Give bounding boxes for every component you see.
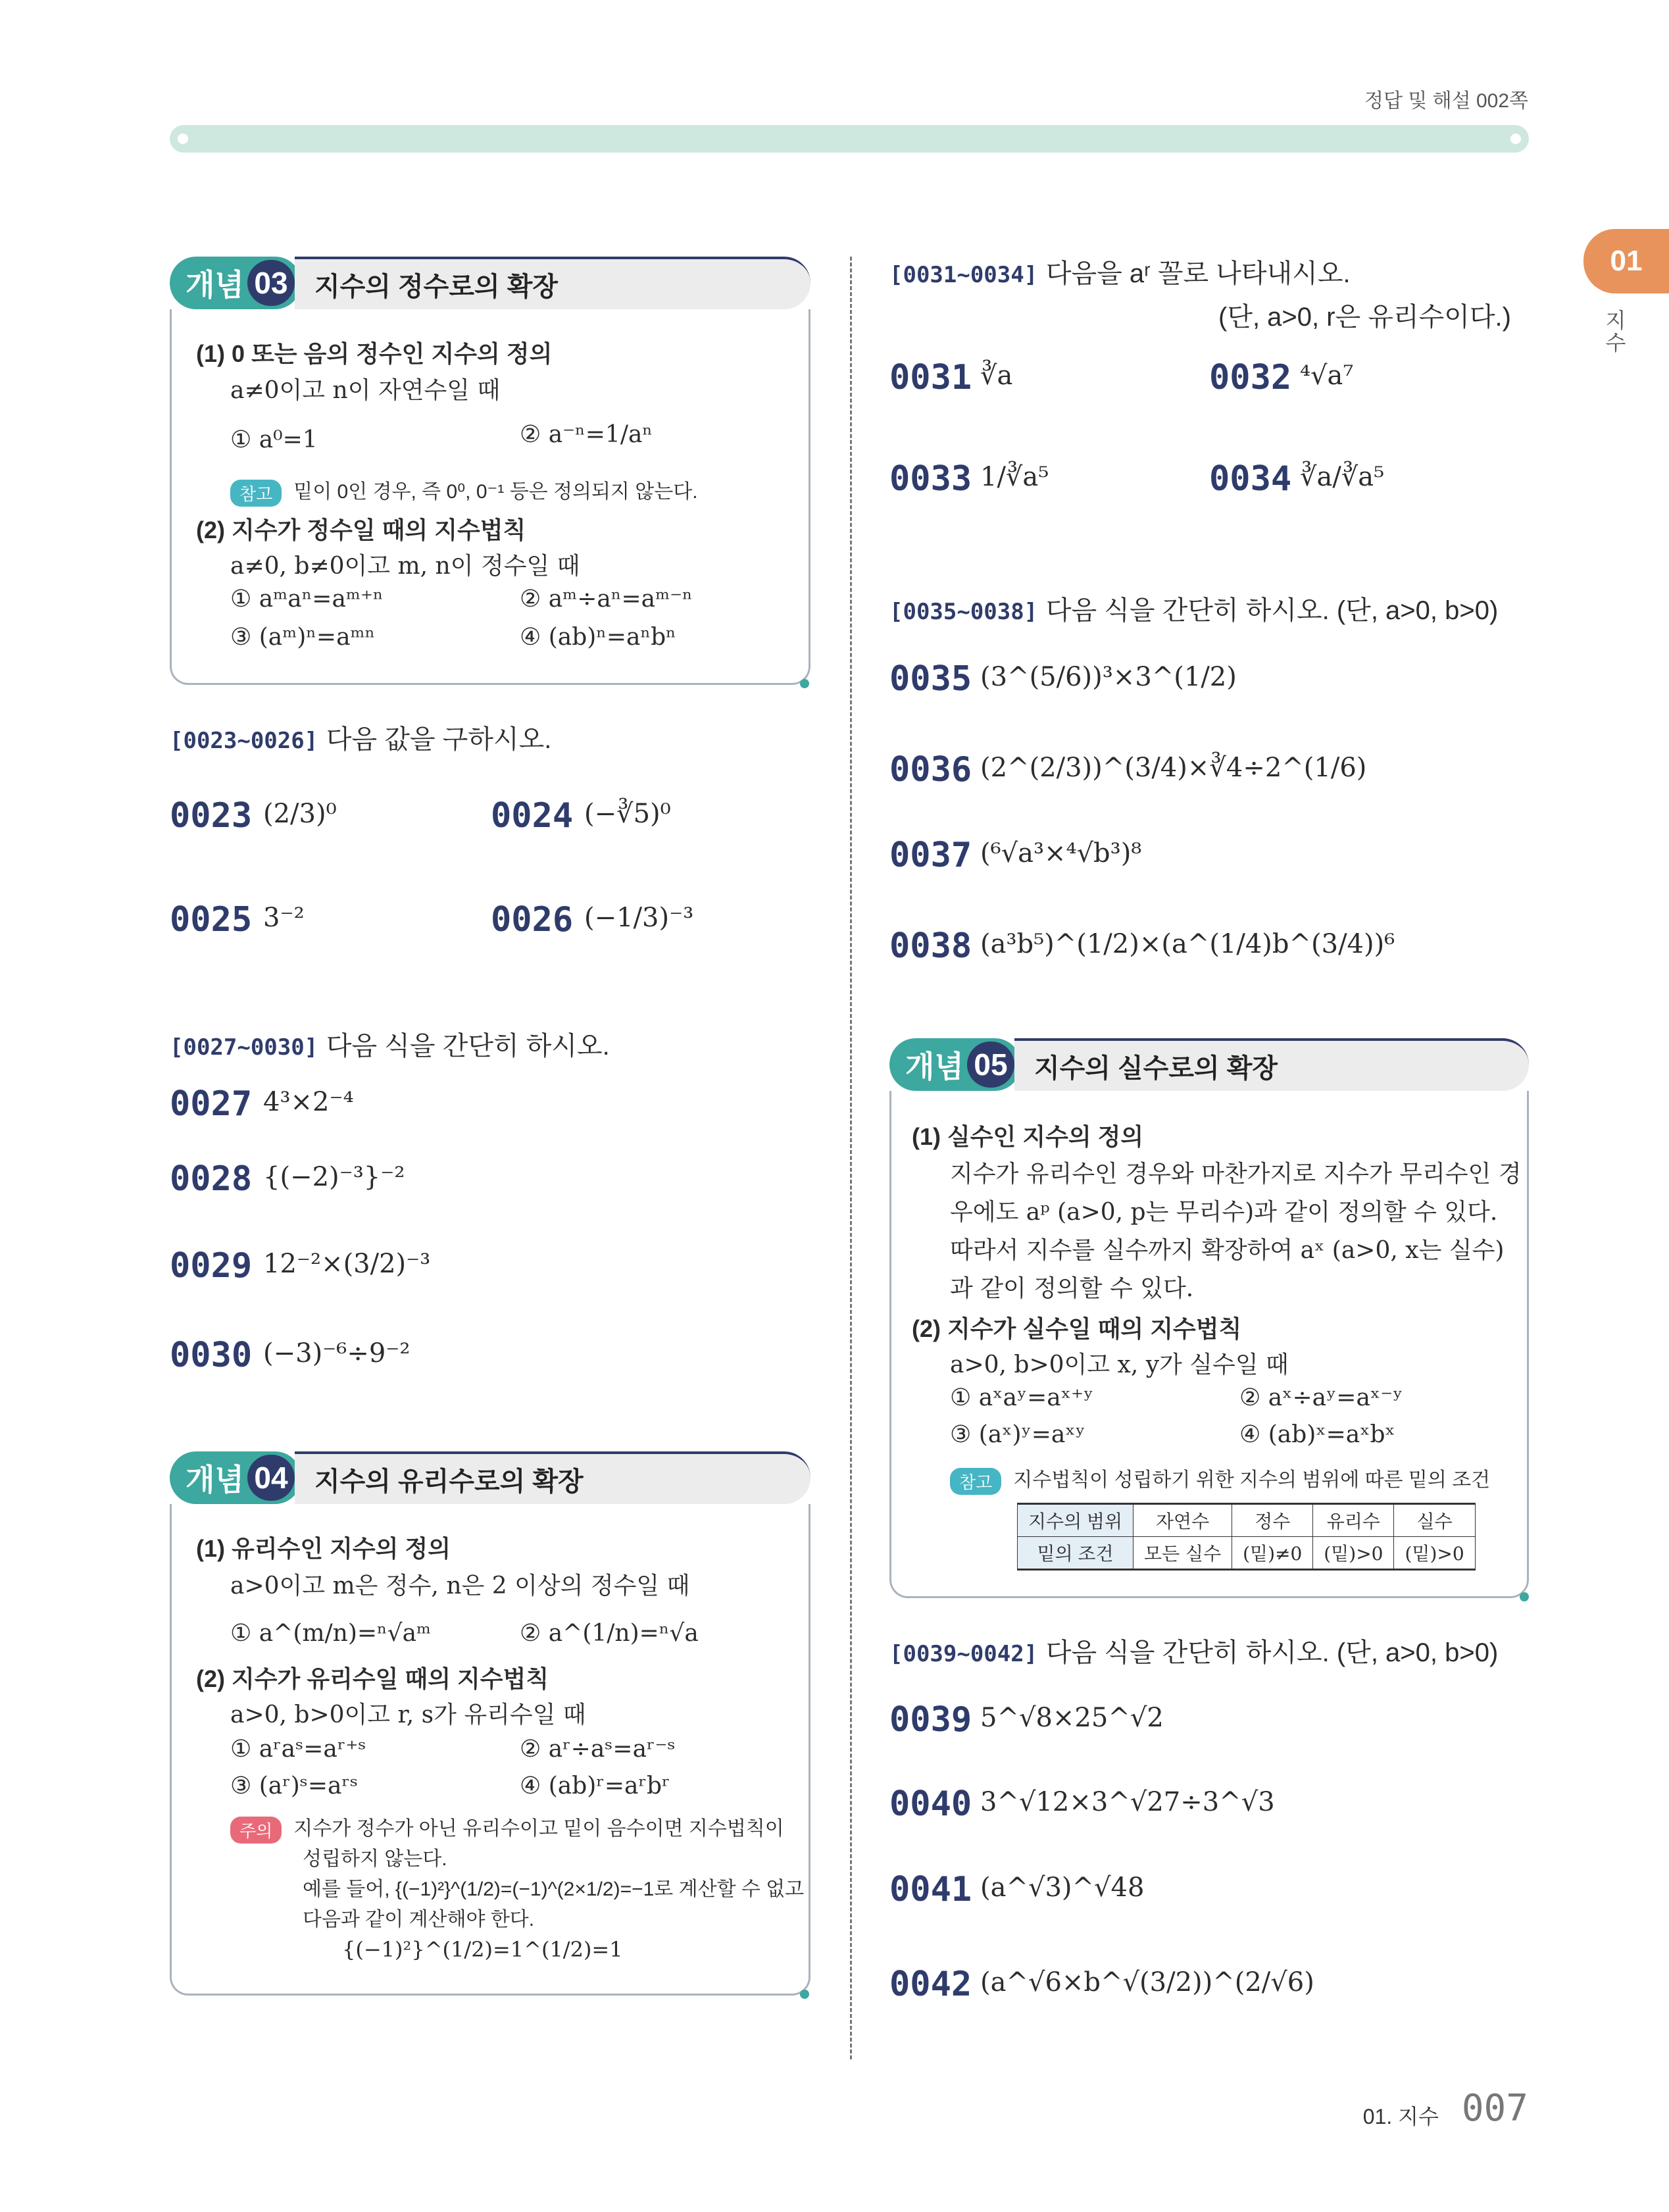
concept05-text: 따라서 지수를 실수까지 확장하여 aˣ (a>0, x는 실수) [950, 1237, 1505, 1264]
concept04-rule: ③ (aʳ)ˢ=aʳˢ [230, 1772, 359, 1799]
table-cell: 자연수 [1133, 1504, 1232, 1537]
concept04-rule: ① a^(m/n)=ⁿ√aᵐ [230, 1620, 432, 1647]
problem-number[interactable]: 0040 [889, 1784, 972, 1824]
concept-title: 지수의 실수로의 확장 [1014, 1038, 1529, 1091]
concept05-heading-1: (1) 실수인 지수의 정의 [912, 1123, 1144, 1150]
note-text: 지수법칙이 성립하기 위한 지수의 범위에 따른 밑의 조건 [1013, 1469, 1491, 1491]
note-text: 밑이 0인 경우, 즉 0⁰, 0⁻¹ 등은 정의되지 않는다. [293, 481, 698, 503]
problem-expression: {(−2)⁻³}⁻² [263, 1162, 405, 1192]
problem-expression: ∛a/∛a⁵ [1300, 462, 1385, 492]
concept04-rule: ② a^(1/n)=ⁿ√a [520, 1620, 699, 1647]
concept04-warning: 다음과 같이 계산해야 한다. [303, 1909, 535, 1930]
problem-expression: (3^(5/6))³×3^(1/2) [980, 662, 1237, 692]
concept-number: 05 [967, 1042, 1014, 1088]
table-cell: (밑)>0 [1394, 1537, 1475, 1570]
problem-expression: (−3)⁻⁶÷9⁻² [263, 1338, 411, 1369]
concept04-rule: ② aʳ÷aˢ=aʳ⁻ˢ [520, 1736, 676, 1763]
concept03-rule: ④ (ab)ⁿ=aⁿbⁿ [520, 624, 676, 651]
concept05-header [889, 1038, 1529, 1091]
concept05-rule: ① aˣaʸ=aˣ⁺ʸ [950, 1384, 1094, 1411]
concept03-condition-2: a≠0, b≠0이고 m, n이 정수일 때 [230, 553, 580, 580]
problem-number[interactable]: 0033 [889, 459, 972, 499]
problem-number[interactable]: 0026 [491, 900, 574, 940]
concept04-header [170, 1451, 810, 1504]
range-instruction: 다음 식을 간단히 하시오. [326, 1032, 610, 1061]
range-code: [0031~0034] [889, 262, 1038, 288]
concept04-warning: 성립하지 않는다. [303, 1848, 447, 1870]
table-cell: (밑)>0 [1313, 1537, 1394, 1570]
concept-label: 개념 [170, 257, 301, 309]
concept05-note [950, 1463, 1490, 1495]
concept04-heading-2: (2) 지수가 유리수일 때의 지수법칙 [196, 1665, 549, 1692]
problem-expression: 5^√8×25^√2 [980, 1703, 1164, 1733]
concept03-note [230, 475, 698, 507]
problem-range-header [170, 718, 551, 756]
problem-expression: (⁶√a³×⁴√b³)⁸ [980, 838, 1142, 868]
problem-expression: 4³×2⁻⁴ [263, 1087, 354, 1117]
chapter-side-title: 지 수 [1605, 309, 1626, 355]
problem-number[interactable]: 0037 [889, 836, 972, 875]
concept04-condition-1: a>0이고 m은 정수, n은 2 이상의 정수일 때 [230, 1572, 690, 1599]
concept-label: 개념 [889, 1038, 1021, 1091]
problem-number[interactable]: 0028 [170, 1159, 253, 1199]
problem-number[interactable]: 0025 [170, 900, 253, 940]
problem-number[interactable]: 0036 [889, 750, 972, 790]
concept05-rule: ② aˣ÷aʸ=aˣ⁻ʸ [1239, 1384, 1403, 1411]
range-instruction: 다음 식을 간단히 하시오. (단, a>0, b>0) [1045, 1638, 1499, 1667]
problem-number[interactable]: 0042 [889, 1965, 972, 2004]
problem-expression: ∛a [980, 361, 1013, 391]
base-condition-table [1017, 1503, 1476, 1571]
chapter-tab[interactable]: 01 [1583, 229, 1669, 293]
concept04-example: {(−1)²}^(1/2)=1^(1/2)=1 [342, 1937, 623, 1962]
page-number: 007 [1461, 2087, 1528, 2130]
problem-expression: (2/3)⁰ [263, 799, 337, 829]
table-cell: 지수의 범위 [1018, 1504, 1133, 1537]
concept03-rule: ① a⁰=1 [230, 426, 318, 453]
problem-expression: (−∛5)⁰ [584, 799, 671, 829]
concept-number: 04 [247, 1455, 295, 1501]
problem-expression: (a^√3)^√48 [980, 1873, 1145, 1903]
concept-title: 지수의 유리수로의 확장 [295, 1451, 810, 1504]
concept-title: 지수의 정수로의 확장 [295, 257, 810, 309]
range-code: [0039~0042] [889, 1641, 1038, 1667]
problem-number[interactable]: 0031 [889, 358, 972, 397]
range-code: [0035~0038] [889, 599, 1038, 625]
table-header-row [1018, 1504, 1476, 1537]
top-decor-bar [170, 125, 1529, 153]
problem-number[interactable]: 0030 [170, 1336, 253, 1375]
box-corner-dot [1520, 1592, 1529, 1601]
problem-expression: (a³b⁵)^(1/2)×(a^(1/4)b^(3/4))⁶ [980, 929, 1395, 959]
problem-range-header [889, 590, 1498, 627]
problem-number[interactable]: 0041 [889, 1870, 972, 1909]
concept05-text: 지수가 유리수인 경우와 마찬가지로 지수가 무리수인 경 [950, 1161, 1522, 1188]
range-code: [0027~0030] [170, 1034, 318, 1061]
concept05-text: 과 같이 정의할 수 있다. [950, 1275, 1194, 1302]
table-cell: 정수 [1232, 1504, 1313, 1537]
table-cell: 모든 실수 [1133, 1537, 1232, 1570]
problem-expression: ⁴√a⁷ [1300, 361, 1354, 391]
problem-number[interactable]: 0023 [170, 796, 253, 836]
table-cell: 밑의 조건 [1018, 1537, 1133, 1570]
range-instruction: 다음 식을 간단히 하시오. (단, a>0, b>0) [1045, 596, 1499, 625]
range-instruction: 다음을 aʳ 꼴로 나타내시오. [1045, 259, 1351, 288]
concept-label: 개념 [170, 1451, 301, 1504]
range-instruction: 다음 값을 구하시오. [326, 725, 552, 754]
problem-expression: 1/∛a⁵ [980, 462, 1049, 492]
table-cell: (밑)≠0 [1232, 1537, 1313, 1570]
concept03-condition-1: a≠0이고 n이 자연수일 때 [230, 377, 501, 404]
concept03-heading-2: (2) 지수가 정수일 때의 지수법칙 [196, 516, 526, 543]
table-cell: 유리수 [1313, 1504, 1394, 1537]
bar-dot-left [178, 134, 188, 144]
concept-number: 03 [247, 260, 295, 306]
concept05-heading-2: (2) 지수가 실수일 때의 지수법칙 [912, 1315, 1242, 1342]
range-code: [0023~0026] [170, 728, 318, 754]
ref-tag: 참고 [950, 1468, 1001, 1495]
problem-number[interactable]: 0035 [889, 659, 972, 699]
problem-number[interactable]: 0038 [889, 926, 972, 966]
problem-number[interactable]: 0032 [1209, 358, 1292, 397]
concept03-rule: ① aᵐaⁿ=aᵐ⁺ⁿ [230, 586, 384, 613]
concept05-condition: a>0, b>0이고 x, y가 실수일 때 [950, 1351, 1289, 1378]
concept04-warning [230, 1812, 784, 1844]
ref-tag: 참고 [230, 480, 282, 507]
problem-expression: 12⁻²×(3/2)⁻³ [263, 1249, 431, 1279]
problem-number[interactable]: 0034 [1209, 459, 1292, 499]
problem-range-header [889, 253, 1351, 290]
warn-tag: 주의 [230, 1817, 282, 1844]
concept05-text: 우에도 aᵖ (a>0, p는 무리수)과 같이 정의할 수 있다. [950, 1199, 1498, 1226]
problem-range-header [889, 1632, 1498, 1669]
concept03-rule: ③ (aᵐ)ⁿ=aᵐⁿ [230, 624, 376, 651]
answer-reference: 정답 및 해설 002쪽 [1364, 90, 1528, 112]
concept03-heading-1: (1) 0 또는 음의 정수인 지수의 정의 [196, 340, 553, 367]
problem-expression: 3⁻² [263, 903, 305, 933]
box-corner-dot [800, 1990, 809, 1999]
warning-text: 지수가 정수가 아닌 유리수이고 밑이 음수이면 지수법칙이 [293, 1818, 784, 1840]
concept05-rule: ④ (ab)ˣ=aˣbˣ [1239, 1421, 1395, 1448]
problem-expression: (a^√6×b^√(3/2))^(2/√6) [980, 1967, 1314, 1998]
range-condition: (단, a>0, r은 유리수이다.) [1218, 303, 1511, 332]
concept03-header [170, 257, 810, 309]
problem-range-header [170, 1025, 610, 1063]
problem-expression: 3^√12×3^√27÷3^√3 [980, 1787, 1275, 1817]
problem-expression: (2^(2/3))^(3/4)×∛4÷2^(1/6) [980, 753, 1367, 783]
problem-expression: (−1/3)⁻³ [584, 903, 694, 933]
problem-number[interactable]: 0029 [170, 1246, 253, 1286]
concept04-warning: 예를 들어, {(−1)²}^(1/2)=(−1)^(2×1/2)=−1로 계산할 수 없고 [303, 1878, 805, 1900]
problem-number[interactable]: 0039 [889, 1700, 972, 1740]
footer-chapter: 01. 지수 [1362, 2105, 1439, 2128]
problem-number[interactable]: 0024 [491, 796, 574, 836]
concept03-rule: ② aᵐ÷aⁿ=aᵐ⁻ⁿ [520, 586, 693, 613]
concept04-condition-2: a>0, b>0이고 r, s가 유리수일 때 [230, 1701, 586, 1728]
concept03-rule: ② a⁻ⁿ=1/aⁿ [520, 421, 653, 448]
box-corner-dot [800, 679, 809, 688]
concept04-rule: ④ (ab)ʳ=aʳbʳ [520, 1772, 670, 1799]
table-row [1018, 1537, 1476, 1570]
table-cell: 실수 [1394, 1504, 1475, 1537]
concept04-rule: ① aʳaˢ=aʳ⁺ˢ [230, 1736, 366, 1763]
concept05-rule: ③ (aˣ)ʸ=aˣʸ [950, 1421, 1085, 1448]
column-divider [850, 257, 852, 2059]
concept04-heading-1: (1) 유리수인 지수의 정의 [196, 1535, 451, 1562]
problem-number[interactable]: 0027 [170, 1084, 253, 1124]
bar-dot-right [1510, 134, 1521, 144]
